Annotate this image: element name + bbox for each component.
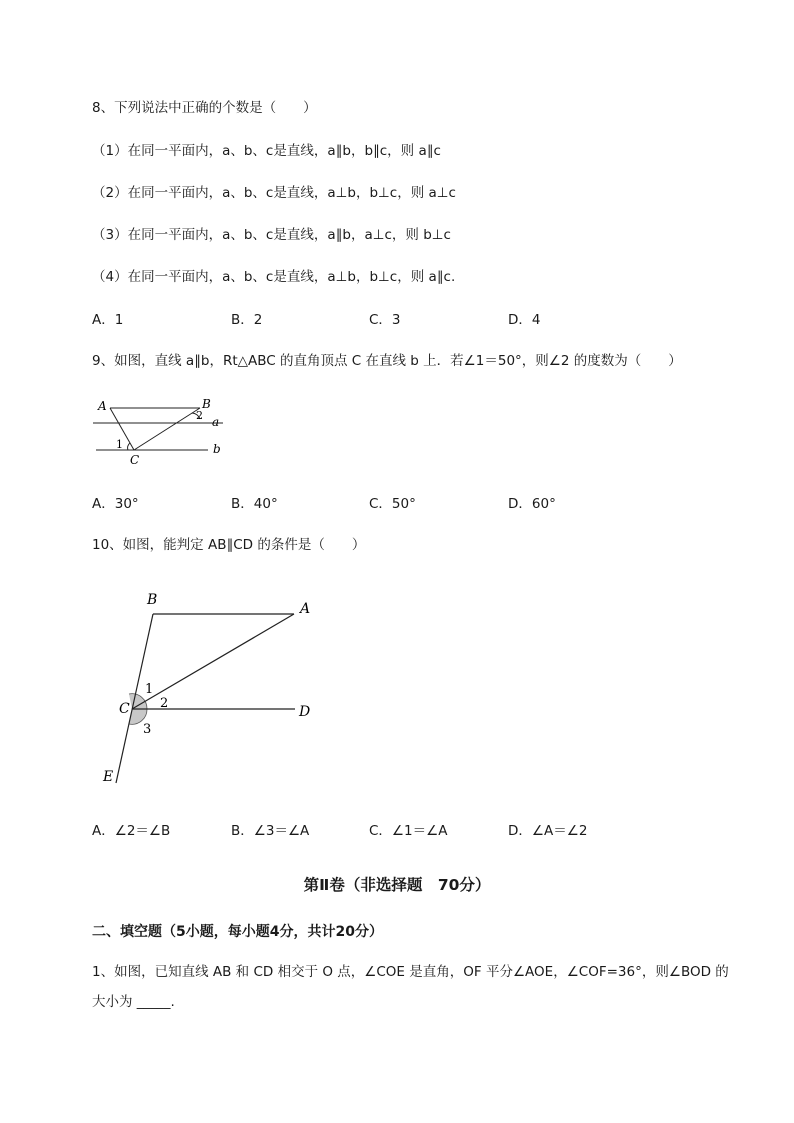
label-C: C [119, 701, 130, 717]
q8-stem: 8、下列说法中正确的个数是（ ） [92, 100, 317, 116]
q9-option-d[interactable]: D．60° [508, 496, 556, 512]
q9-option-a[interactable]: A．30° [92, 496, 139, 512]
label-B: B [202, 397, 211, 411]
fill-q1-line-1: 1、如图，已知直线 AB 和 CD 相交于 O 点，∠COE 是直角，OF 平分∠AOE，∠COF=36°，则∠BOD 的 [92, 964, 729, 980]
label-B: B [147, 592, 158, 608]
segment-ca [132, 614, 294, 709]
label-A: A [98, 399, 107, 413]
label-2: 2 [160, 696, 169, 711]
fill-in-section-heading: 二、填空题（5小题，每小题4分，共计20分） [92, 924, 383, 940]
label-A: A [300, 601, 311, 617]
label-b: b [213, 442, 221, 456]
label-2: 2 [196, 409, 203, 422]
label-1: 1 [145, 682, 154, 697]
side-bc [134, 408, 200, 450]
q9-option-b[interactable]: B．40° [231, 496, 278, 512]
label-1: 1 [116, 438, 123, 451]
q8-option-d[interactable]: D．4 [508, 312, 541, 328]
q9-figure [88, 393, 238, 473]
q10-option-a[interactable]: A．∠2＝∠B [92, 823, 171, 839]
fill-q1-line-2: 大小为 _____. [92, 994, 175, 1010]
label-E: E [103, 769, 114, 785]
q8-option-c[interactable]: C．3 [369, 312, 401, 328]
q10-option-d[interactable]: D．∠A＝∠2 [508, 823, 588, 839]
q8-item-2: （2）在同一平面内，a、b、c是直线，a⊥b，b⊥c，则 a⊥c [92, 185, 456, 201]
label-a: a [212, 415, 220, 429]
q10-figure [95, 585, 335, 790]
q10-stem: 10、如图，能判定 AB∥CD 的条件是（ ） [92, 537, 366, 553]
q8-item-1: （1）在同一平面内，a、b、c是直线，a∥b，b∥c，则 a∥c [92, 143, 441, 159]
q10-option-b[interactable]: B．∠3＝∠A [231, 823, 310, 839]
label-C: C [130, 453, 140, 467]
label-D: D [299, 704, 311, 720]
angle-1-arc [128, 443, 130, 450]
label-3: 3 [143, 722, 152, 737]
q9-stem: 9、如图，直线 a∥b，Rt△ABC 的直角顶点 C 在直线 b 上．若∠1＝50°，则∠2 的度数为（ ） [92, 353, 682, 369]
q8-item-4: （4）在同一平面内，a、b、c是直线，a⊥b，b⊥c，则 a∥c. [92, 269, 456, 285]
q8-option-b[interactable]: B．2 [231, 312, 263, 328]
part-two-title: 第Ⅱ卷（非选择题 70分） [303, 876, 491, 894]
line-be [116, 614, 153, 783]
q8-option-a[interactable]: A．1 [92, 312, 124, 328]
q10-option-c[interactable]: C．∠1＝∠A [369, 823, 448, 839]
q8-item-3: （3）在同一平面内，a、b、c是直线，a∥b，a⊥c，则 b⊥c [92, 227, 451, 243]
q9-option-c[interactable]: C．50° [369, 496, 416, 512]
